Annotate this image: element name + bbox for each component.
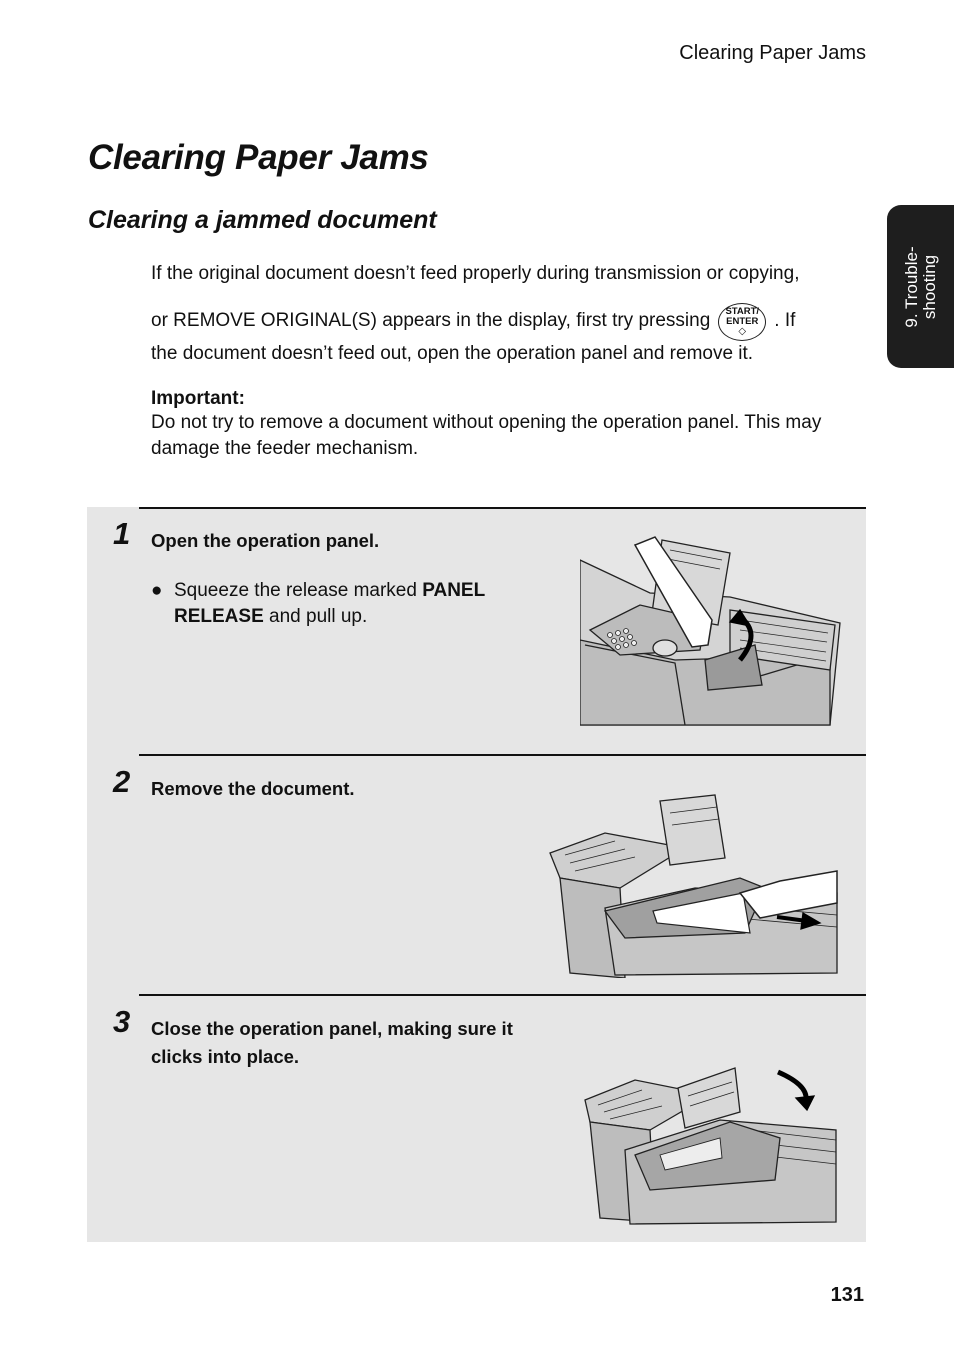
chapter-tab[interactable] [887, 205, 954, 368]
section-title: Clearing a jammed document [88, 206, 437, 234]
step-1-number: 1 [113, 516, 131, 551]
intro-line-2-after: . If [774, 310, 796, 331]
step-1-bullet [151, 578, 531, 630]
step-2-heading: Remove the document. [151, 778, 355, 799]
step-1-heading: Open the operation panel. [151, 530, 380, 551]
step-3-number: 3 [113, 1004, 131, 1039]
intro-line-2 [151, 302, 851, 340]
step-1-bullet-after: and pull up. [263, 606, 368, 627]
step-1-rule [139, 507, 866, 509]
intro-line-1: If the original document doesn’t feed properly during transmission or copying, [151, 263, 800, 284]
running-header: Clearing Paper Jams [679, 42, 866, 64]
page-title: Clearing Paper Jams [88, 138, 429, 177]
step-3-rule [139, 994, 866, 996]
open-panel-illustration [580, 535, 842, 727]
remove-document-illustration [545, 793, 840, 978]
step-2-rule [139, 754, 866, 756]
important-note [151, 388, 851, 462]
start-enter-key-icon [718, 303, 766, 341]
close-panel-illustration [580, 1060, 838, 1225]
intro-line-2-before: or REMOVE ORIGINAL(S) appears in the display, first try pressing [151, 310, 711, 331]
step-2-number: 2 [113, 764, 131, 799]
bullet-dot-icon: ● [151, 580, 163, 601]
start-key-label-1: START/ [725, 306, 760, 317]
step-1-bullet-bold: PANEL RELEASE [174, 580, 485, 627]
step-1-bullet-text: Squeeze the release marked [174, 580, 423, 601]
page-number: 131 [830, 1284, 864, 1306]
chapter-tab-label: 9. Trouble- shooting [901, 245, 939, 328]
important-text: Do not try to remove a document without opening the operation panel. This may damage the feeder mechanism. [151, 412, 822, 459]
intro-paragraph [151, 262, 851, 366]
intro-line-3: the document doesn’t feed out, open the operation panel and remove it. [151, 343, 754, 364]
important-label: Important: [151, 388, 245, 409]
step-3-heading: Close the operation panel, making sure it clicks into place. [151, 1018, 513, 1067]
start-key-diamond-icon: ◇ [738, 326, 747, 337]
start-key-label-2: ENTER [726, 316, 759, 327]
